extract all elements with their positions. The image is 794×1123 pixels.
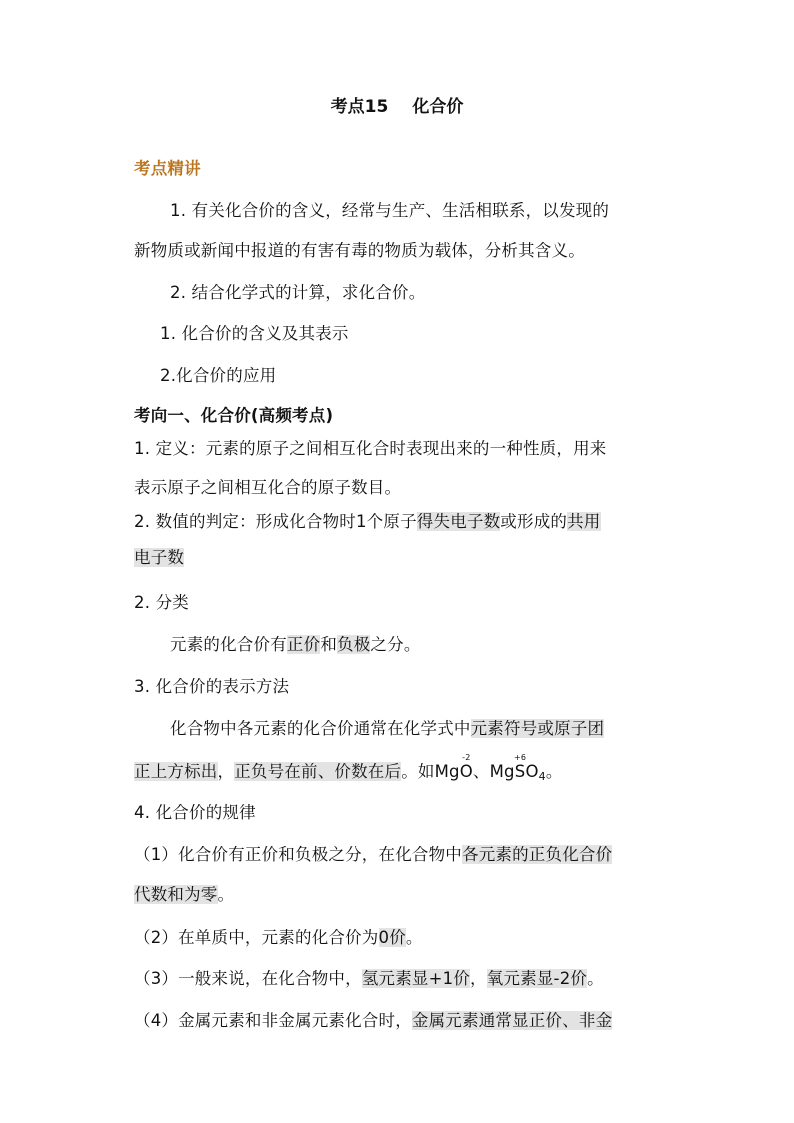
representation-pre: 化合物中各元素的化合价通常在化学式中 (170, 719, 471, 738)
highlight-above: 正上方标出 (134, 762, 218, 781)
rule-3-pre: （3）一般来说，在化合物中， (134, 969, 362, 988)
highlight-negative: 负极 (337, 635, 371, 654)
highlight-electron-count: 电子数 (134, 548, 185, 567)
rule-3 (134, 966, 664, 992)
page-title (0, 92, 794, 117)
highlight-sum-zero: 代数和为零 (134, 885, 218, 904)
element-o-2: O (525, 762, 539, 781)
representation-line2 (134, 753, 664, 790)
classify-text (170, 632, 700, 658)
charge-s: +6 (513, 753, 527, 762)
section-heading: 考点精讲 (134, 159, 201, 178)
highlight-electron-gain-loss: 得失电子数 (416, 512, 501, 531)
highlight-shared: 共用 (567, 512, 601, 531)
example-intro: 。如 (401, 762, 435, 781)
subscript-4: 4 (538, 770, 546, 783)
judgement-line2 (134, 545, 664, 571)
rule-2-pre: （2）在单质中，元素的化合价为 (134, 928, 379, 947)
element-s: S (514, 762, 526, 781)
rule-3-mid: ， (470, 969, 487, 988)
formula-mg: Mg (434, 762, 460, 781)
definition-line2: 表示原子之间相互化合的原子数目。 (134, 478, 402, 497)
highlight-oxygen: 氧元素显-2价 (486, 969, 588, 988)
element-o: O (459, 762, 473, 781)
representation-line1 (170, 716, 700, 742)
intro-p2: 2. 结合化学式的计算，求化合价。 (170, 283, 426, 302)
charged-o (459, 753, 473, 785)
judgement-text: 2. 数值的判定：形成化合物时1个原子 (134, 512, 417, 531)
intro-p1-line2: 新物质或新闻中报道的有害有毒的物质为载体，分析其含义。 (134, 241, 585, 260)
comma: ， (217, 762, 235, 781)
classify-mid: 和 (320, 635, 338, 654)
definition-line1: 1. 定义：元素的原子之间相互化合时表现出来的一种性质，用来 (134, 439, 607, 458)
charged-s (513, 753, 527, 785)
title-topic-number: 考点15 (330, 97, 389, 117)
highlight-symbol: 元素符号或原子团 (470, 719, 605, 738)
rule-3-end: 。 (587, 969, 604, 988)
title-topic-name: 化合价 (412, 97, 464, 117)
charge-o: -2 (462, 753, 471, 762)
intro-list-item-1: 1. 化合价的含义及其表示 (160, 324, 349, 343)
separator: 、 (472, 762, 490, 781)
rule-1-line1 (134, 842, 664, 868)
rule-4 (134, 1008, 664, 1034)
highlight-sign-order: 正负号在前、价数在后 (234, 762, 402, 781)
rule-1-pre: （1）化合价有正价和负极之分，在化合物中 (134, 845, 462, 864)
intro-p1-line1: 1. 有关化合价的含义，经常与生产、生活相联系，以发现的 (170, 201, 610, 220)
judgement-mid: 或形成的 (500, 512, 568, 531)
highlight-hydrogen: 氢元素显+1价 (361, 969, 471, 988)
formula-mg-2: Mg (489, 762, 515, 781)
formula-mgo (434, 753, 473, 781)
classify-pre: 元素的化合价有 (170, 635, 287, 654)
direction-heading: 考向一、化合价(高频考点) (134, 406, 334, 425)
classify-post: 之分。 (370, 635, 421, 654)
rule-1-end: 。 (217, 885, 235, 904)
highlight-metal: 金属元素通常显正价、非金 (411, 1011, 613, 1030)
rule-4-pre: （4）金属元素和非金属元素化合时， (134, 1011, 412, 1030)
formula-mgso4 (489, 753, 546, 783)
intro-list-item-2: 2.化合价的应用 (160, 366, 277, 385)
rule-2 (134, 925, 664, 951)
highlight-rule-1: 各元素的正负化合价 (462, 845, 613, 864)
period: 。 (545, 762, 563, 781)
representation-heading: 3. 化合价的表示方法 (134, 677, 290, 696)
highlight-positive: 正价 (286, 635, 321, 654)
classify-heading: 2. 分类 (134, 593, 189, 612)
rules-heading: 4. 化合价的规律 (134, 803, 256, 822)
highlight-zero: 0价 (378, 928, 406, 947)
rule-2-end: 。 (405, 928, 423, 947)
rule-1-line2 (134, 882, 664, 908)
judgement-line1 (134, 509, 664, 535)
